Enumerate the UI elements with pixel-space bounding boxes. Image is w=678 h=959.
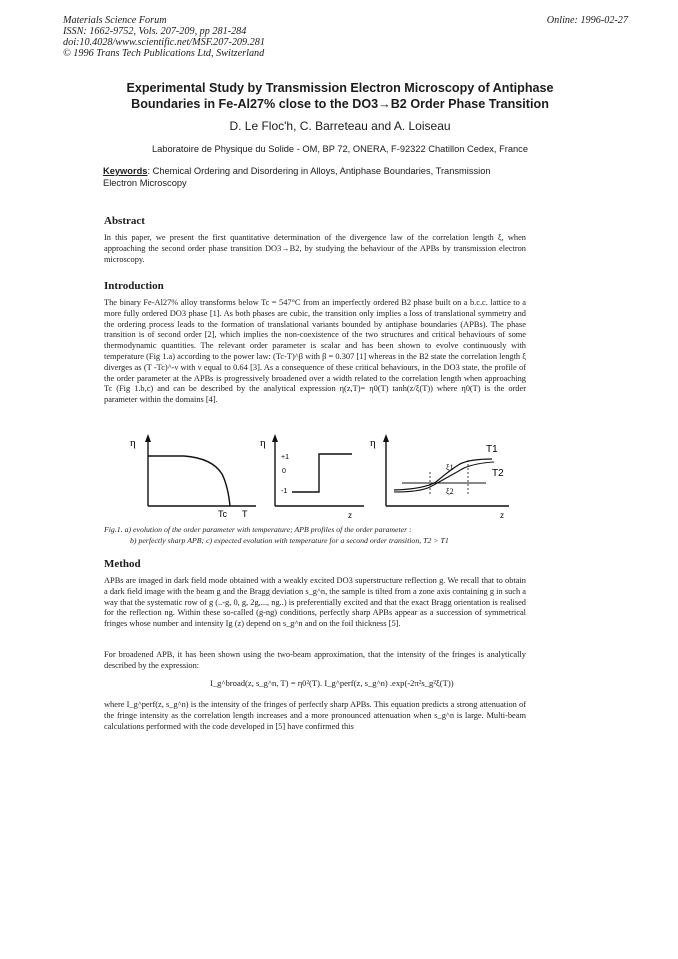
panel-c-y-arrow <box>383 434 389 442</box>
panel-b-minus1: -1 <box>281 488 288 495</box>
panel-c-xi1: ξ1 <box>446 463 454 472</box>
affiliation: Laboratoire de Physique du Solide - OM, BP 72, ONERA, F-92322 Chatillon Cedex, France <box>151 144 529 154</box>
paper-title <box>90 80 590 112</box>
figure-panel-c <box>370 434 509 520</box>
keywords-text: : Chemical Ordering and Disordering in Alloys, Antiphase Boundaries, Transmission Electron Microscopy <box>103 166 491 188</box>
figure-1 <box>124 430 524 520</box>
issn-line: ISSN: 1662-9752, Vols. 207-209, pp 281-284 <box>63 26 247 37</box>
authors: D. Le Floc'h, C. Barreteau and A. Loiseau <box>229 119 451 133</box>
caption-line-1: Fig.1. a) evolution of the order parameter with temperature; APB profiles of the order parameter : <box>104 525 412 534</box>
method-paragraph-3: where I_g^perf(z, s_g^n) is the intensity of the fringes of perfectly sharp APBs. This equation predicts a strong attenuation of the fringe intensity as the correlation length increases and a more pronounced attenuation when s_g^n is large. Multi-beam calculations performed with the code developed in [5] have confirmed this <box>104 700 526 731</box>
panel-b-zero: 0 <box>282 468 286 475</box>
panel-c-xi2: ξ2 <box>446 487 454 496</box>
panel-c-t2: T2 <box>492 468 504 479</box>
panel-c-t1: T1 <box>486 444 498 455</box>
introduction-heading: Introduction <box>104 280 164 292</box>
keywords <box>103 165 525 189</box>
abstract-text: In this paper, we present the first quantitative determination of the divergence law of the correlation length ξ, when approaching the second order phase transition DO3→B2, by studying the behaviour of the APBs by transmission electron microscopy. <box>104 233 526 264</box>
method-heading: Method <box>104 558 141 570</box>
panel-c-z: z <box>500 511 504 520</box>
journal-header <box>63 15 265 59</box>
panel-b-plus1: +1 <box>281 454 289 461</box>
panel-b-y-arrow <box>272 434 278 442</box>
panel-c-eta: η <box>370 437 376 449</box>
introduction-text: The binary Fe-Al27% alloy transforms below Tc = 547°C from an imperfectly ordered B2 phase built on a b.c.c. lattice to a more fully ordered DO3 phase [1]. As both phases are cubic, the transition only implies a loss of translational symmetry and the ordering process leads to the formation of translational variants bounded by antiphase boundaries (APBs). The phase transition is of second order [2], which implies the non-coexistence of the two structures and critical behaviours of some thermodynamic quantities. The relevant order parameter is scalar and has been shown to evolve continuously with temperature (Fig 1.a) according to the power law: (Tc-T)^β with β = 0.307 [1] whereas in the B2 state the correlation length ξ diverges as (T -Tc)^-ν with ν equal to 0.64 [3]. As a consequence of these critical behaviours, in the DO3 state, the profile of the order parameter at the APBs is progressively broadened over a width related to the correlation length when approaching Tc (Fig 1.b,c) and can be described by the analytical expression η(z,T)= η0(T) tanh(z/ξ(T)) where η0(T) is the order parameter within the domains [4]. <box>104 298 526 405</box>
copyright-line: © 1996 Trans Tech Publications Ltd, Switzerland <box>63 48 265 59</box>
panel-a-y-arrow <box>145 434 151 442</box>
panel-a-t: T <box>242 509 248 519</box>
panel-a-tc: Tc <box>218 509 227 519</box>
title-line-1: Experimental Study by Transmission Electron Microscopy of Antiphase <box>126 81 554 95</box>
abstract-heading: Abstract <box>104 215 145 227</box>
online-date: Online: 1996-02-27 <box>546 15 628 26</box>
figure-panel-a <box>130 434 256 519</box>
journal-name: Materials Science Forum <box>63 15 167 26</box>
figure-caption <box>104 525 534 546</box>
panel-c-curve-t2 <box>394 462 494 492</box>
doi-line: doi:10.4028/www.scientific.net/MSF.207-209.281 <box>63 37 265 48</box>
panel-a-eta: η <box>130 437 136 449</box>
panel-b-z: z <box>348 511 352 520</box>
equation: I_g^broad(z, s_g^n, T) = η0²(T). I_g^perf(z, s_g^n) .exp(-2π²s_g²ξ(T)) <box>210 678 454 688</box>
panel-b-step <box>292 454 352 492</box>
caption-line-2: b) perfectly sharp APB; c) expected evolution with temperature for a second order transition, T2 > T1 <box>130 535 449 545</box>
panel-b-eta: η <box>260 437 266 449</box>
title-line-2: Boundaries in Fe-Al27% close to the DO3→B2 Order Phase Transition <box>131 97 549 111</box>
keywords-label: Keywords <box>103 166 148 176</box>
method-paragraph-2: For broadened APB, it has been shown using the two-beam approximation, that the intensity of the fringes is analytically described by the expression: <box>104 650 526 670</box>
figure-panel-b <box>260 434 364 520</box>
method-paragraph-1: APBs are imaged in dark field mode obtained with a weakly excited DO3 superstructure reflection g. We recall that to obtain a dark field image with the beam g and the Bragg deviation s_g^n, the sample is tilted from a zone axis containing g in such a way that the systematic row of g (..-g, 0, g, 2g,..., ng..) is preferentially excited and that the exact Bragg orientation is realised for the reflection ng. Within these so-called (g-ng) conditions, perfectly sharp APBs appear as a succession of symmetrical fringes whose number and intensity Ig (z) depend on s_g^n and on the foil thickness [5]. <box>104 576 526 629</box>
panel-a-curve <box>148 456 230 506</box>
